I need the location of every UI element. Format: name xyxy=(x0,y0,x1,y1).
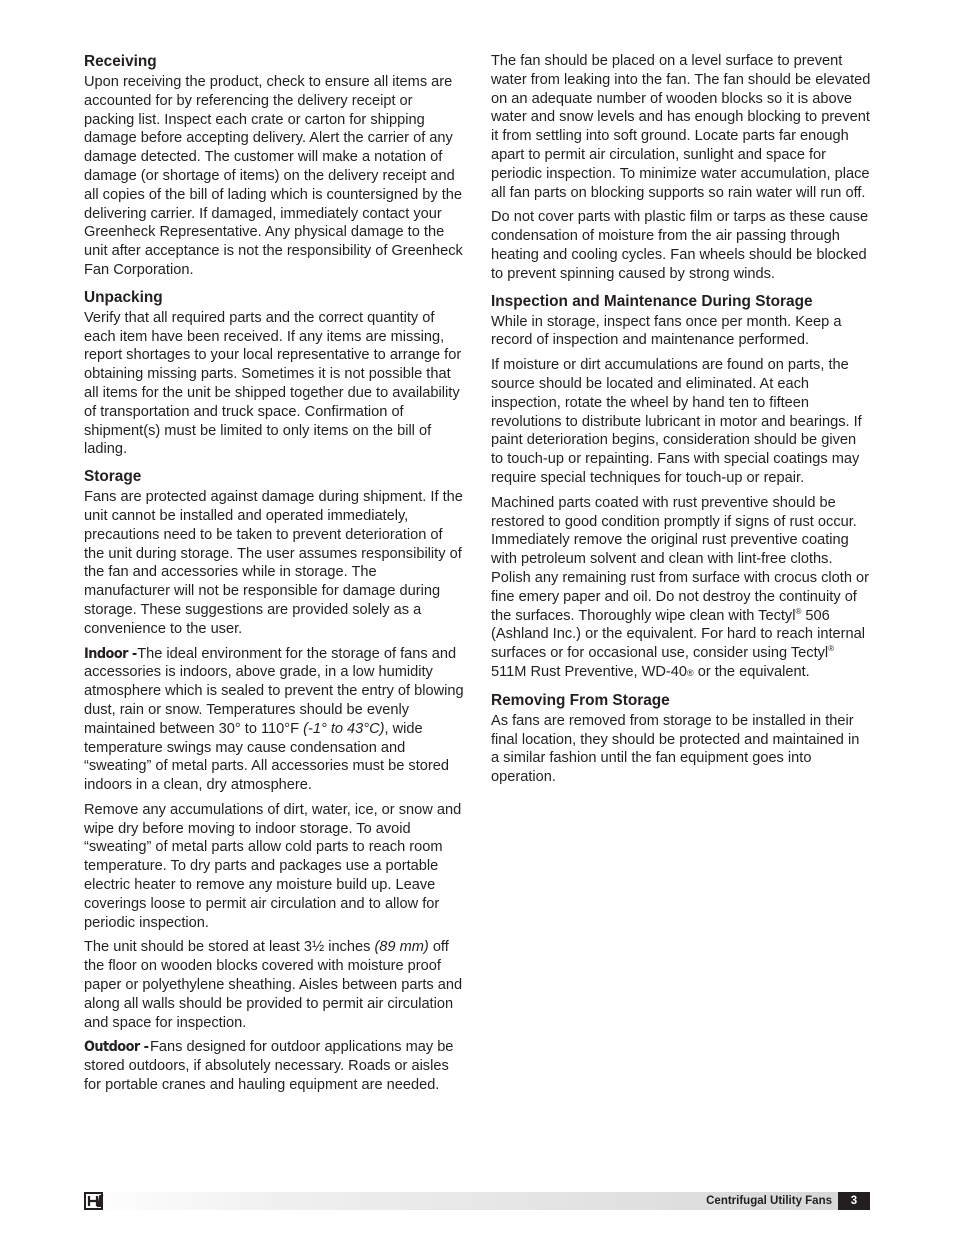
storage-stored-paragraph xyxy=(84,938,464,1032)
indoor-metric: (-1° to 43°C) xyxy=(303,720,385,737)
receiving-text: Upon receiving the product, check to ensure all items are accounted for by referencing the delivery receipt or packing list. Inspect each crate or carton for shipping damage before accepting delivery. Alert the carrier of any damage detected. The customer will make a notation of damage (or shortage of items) on the delivery receipt and all copies of the bill of lading which is countersigned by the delivering carrier. If damaged, immediately contact your Greenheck Representative. Any physical damage to the unit after acceptance is not the responsibility of Greenheck Fan Corporation. xyxy=(84,74,463,278)
registered-mark: ® xyxy=(795,606,802,616)
unpacking-text: Verify that all required parts and the correct quantity of each item have been received. If any items are missing, report shortages to your local representative to arrange for obtaining missing parts. Sometimes it is not possible that all items for the unit be shipped together due to availability of transportation and truck space. Confirmation of shipment(s) must be limited to only items on the bill of lading. xyxy=(84,309,462,458)
storage-indoor-paragraph xyxy=(84,645,464,795)
page-number: 3 xyxy=(838,1192,870,1210)
section-inspection xyxy=(491,292,871,683)
registered-mark: ® xyxy=(828,644,835,654)
stored-text-a: The unit should be stored at least 3½ inches xyxy=(84,939,375,956)
heading-receiving: Receiving xyxy=(84,53,157,70)
section-removing xyxy=(491,691,871,787)
left-column xyxy=(84,52,464,1101)
page-footer xyxy=(84,1192,870,1210)
section-unpacking xyxy=(84,288,464,459)
storage-outdoor-paragraph xyxy=(84,1038,464,1094)
storage-level-text: The fan should be placed on a level surface to prevent water from leaking into the fan. The fan should be elevated on an adequate number of wooden blocks so it is above water and snow levels and has enough blocking to prevent it from settling into soft ground. Locate parts far enough apart to permit air circulation, sunlight and space for periodic inspection. To minimize water accumulation, place all fan parts on blocking supports so rain water will run off. xyxy=(491,53,871,201)
stored-text-b: off the floor on wooden blocks covered with moisture proof paper or polyethylene sheathing. Aisles between parts and along all walls should be provided to permit air circulation and space for inspection. xyxy=(84,939,463,1031)
storage-cover-text: Do not cover parts with plastic film or tarps as these cause condensation of moisture from the air passing through heating and cooling cycles. Fan wheels should be blocked to prevent spinning caused by strong winds. xyxy=(491,209,869,282)
storage-remove-text: Remove any accumulations of dirt, water, ice, or snow and wipe dry before moving to indoor storage. To avoid “sweating” of metal parts allow cold parts to reach room temperature. To dry parts and packages use a portable electric heater to remove any moisture build up. Leave coverings loose to permit air circulation and to allow for periodic inspection. xyxy=(84,801,462,931)
inspection-text-3b: 506 (Ashland Inc.) or the equivalent. For hard to reach internal surfaces or for occasional use, consider using Tectyl xyxy=(491,607,865,662)
heading-unpacking: Unpacking xyxy=(84,288,163,306)
inspection-text-3a: Machined parts coated with rust preventive should be restored to good condition promptly if signs of rust occur. Immediately remove the original rust preventive coating with petroleum solvent and clean with lint-free cloths. Polish any remaining rust from surface with crocus cloth or fine emery paper and oil. Do not destroy the continuity of the surfaces. Thoroughly wipe clean with Tectyl xyxy=(491,494,869,624)
storage-intro-text: Fans are protected against damage during shipment. If the unit cannot be installed and operated immediately, precautions need to be taken to prevent deterioration of the unit during storage. The user assumes responsibility of the fan and accessories while in storage. The manufacturer will not be responsible for damage during storage. These suggestions are provided solely as a convenience to the user. xyxy=(84,489,463,637)
inspection-text-1: While in storage, inspect fans once per month. Keep a record of inspection and maintenance performed. xyxy=(491,313,842,349)
inspection-text-3c: 511M Rust Preventive, WD-40 xyxy=(491,663,688,680)
inspection-text-2: If moisture or dirt accumulations are found on parts, the source should be located and eliminated. At each inspection, rotate the wheel by hand ten to fifteen revolutions to distribute lubricant in motor and bearings. If paint deterioration begins, consideration should be given to touch-up or repainting. Fans with special coatings may require special techniques for touch-up or repair. xyxy=(491,357,862,486)
inspection-text-3d: or the equivalent. xyxy=(693,663,810,680)
outdoor-label: Outdoor - xyxy=(84,1039,149,1056)
heading-removing: Removing From Storage xyxy=(491,691,670,709)
indoor-label: Indoor - xyxy=(84,645,137,662)
footer-title: Centrifugal Utility Fans xyxy=(706,1195,832,1207)
greenheck-logo-icon xyxy=(84,1192,106,1210)
section-storage xyxy=(84,467,464,1095)
stored-metric: (89 mm) xyxy=(374,939,429,956)
inspection-text-3 xyxy=(491,494,871,683)
heading-inspection: Inspection and Maintenance During Storage xyxy=(491,292,813,310)
indoor-text-a: The ideal environment for the storage of fans and accessories is indoors, above grade, in a low humidity atmosphere which is sealed to prevent the entry of blowing dust, rain or snow. Temperatures should be evenly maintained between 30° to 110°F xyxy=(84,645,464,737)
right-column xyxy=(491,52,871,793)
heading-storage: Storage xyxy=(84,468,142,486)
indoor-text-b: , wide temperature swings may cause condensation and “sweating” of metal parts. All accessories must be stored indoors in a clean, dry atmosphere. xyxy=(84,720,449,794)
section-receiving xyxy=(84,52,464,280)
outdoor-text: Fans designed for outdoor applications may be stored outdoors, if absolutely necessary. Roads or aisles for portable cranes and hauling equipment are needed. xyxy=(84,1039,454,1094)
registered-mark: ® xyxy=(687,667,694,678)
removing-text: As fans are removed from storage to be installed in their final location, they should be protected and maintained in a similar fashion until the fan equipment goes into operation. xyxy=(491,712,860,786)
